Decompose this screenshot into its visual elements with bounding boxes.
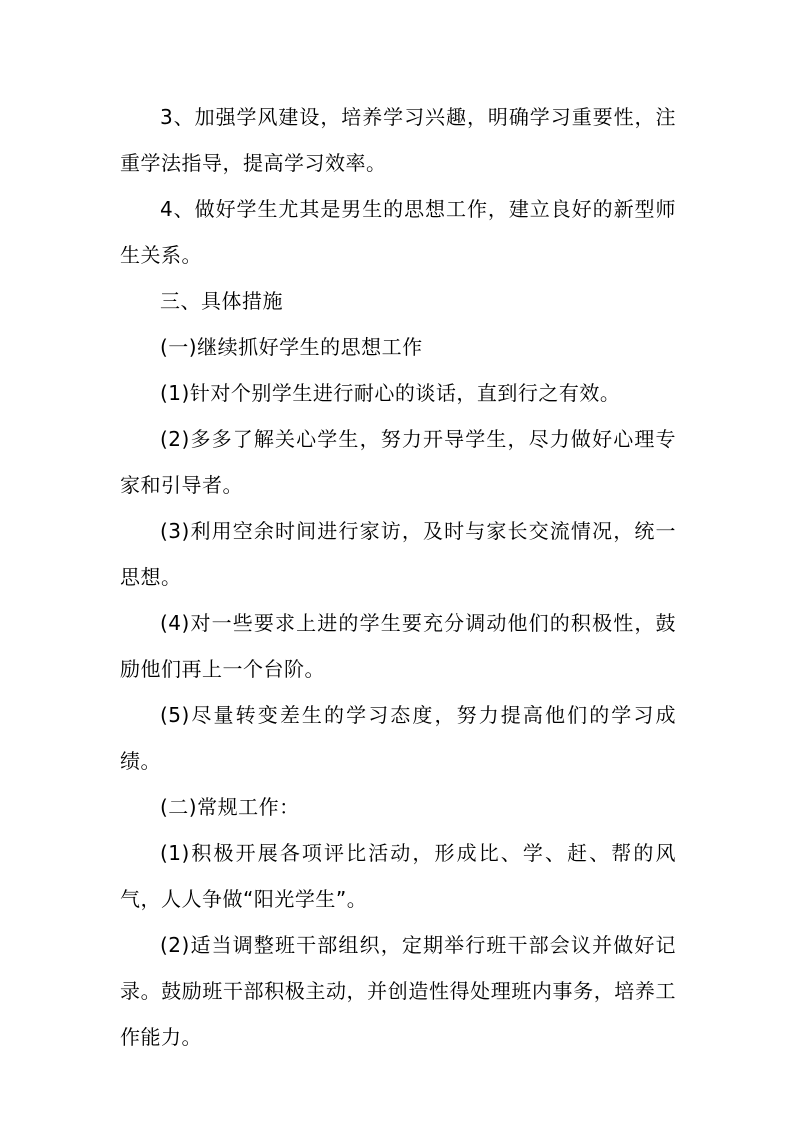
measure-item-2: (2)多多了解关心学生，努力开导学生，尽力做好心理专家和引导者。 xyxy=(120,427,676,497)
section-heading-measures: 三、具体措施 xyxy=(160,289,283,313)
routine-item-1: (1)积极开展各项评比活动，形成比、学、赶、帮的风气，人人争做“阳光学生”。 xyxy=(120,841,676,911)
document-page xyxy=(120,94,676,1060)
measure-item-3: (3)利用空余时间进行家访，及时与家长交流情况，统一思想。 xyxy=(120,519,676,589)
measure-item-1: (1)针对个别学生进行耐心的谈话，直到行之有效。 xyxy=(160,381,621,405)
subsection-heading-routine: (二)常规工作： xyxy=(160,795,300,819)
goal-item-4: 4、做好学生尤其是男生的思想工作，建立良好的新型师生关系。 xyxy=(120,197,676,267)
measure-item-5: (5)尽量转变差生的学习态度，努力提高他们的学习成绩。 xyxy=(120,703,676,773)
measure-item-4: (4)对一些要求上进的学生要充分调动他们的积极性，鼓励他们再上一个台阶。 xyxy=(120,611,676,681)
routine-item-2: (2)适当调整班干部组织，定期举行班干部会议并做好记录。鼓励班干部积极主动，并创造性得处理班内事务，培养工作能力。 xyxy=(120,933,676,1049)
subsection-heading-ideology: (一)继续抓好学生的思想工作 xyxy=(160,335,423,359)
goal-item-3: 3、加强学风建设，培养学习兴趣，明确学习重要性，注重学法指导，提高学习效率。 xyxy=(120,105,676,175)
